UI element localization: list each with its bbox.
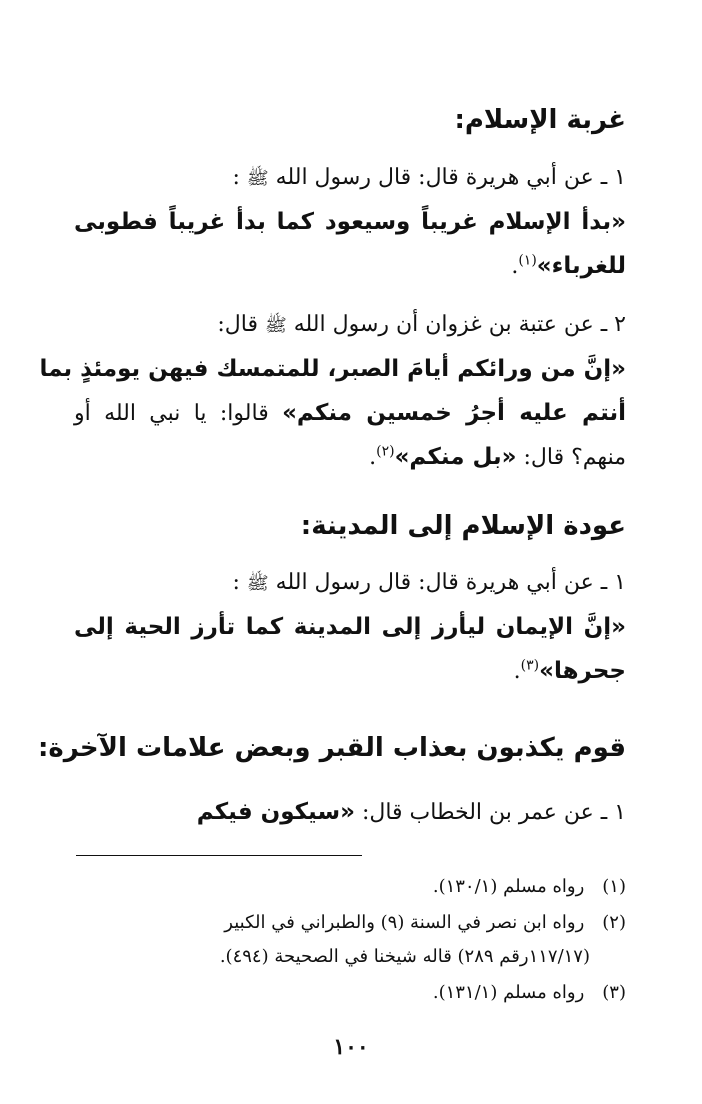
hadith-2-quote-line1: «إنَّ من ورائكم أيامَ الصبر، للمتمسك فيهن يومئذٍ بما — [39, 356, 626, 382]
footnote-3 — [74, 976, 626, 1010]
hadith-2-reply: «بل منكم» — [394, 444, 517, 470]
hadith-1-lead: ١ ـ عن أبي هريرة قال: قال رسول الله — [275, 165, 626, 190]
footnote-2-number: (٢) — [602, 912, 626, 933]
period: . — [513, 659, 521, 684]
salla-glyph: ﷺ — [246, 168, 269, 189]
footnote-ref-3: (٣) — [520, 657, 540, 674]
footnote-2-text: رواه ابن نصر في السنة (٩) والطبراني في الكبير — [224, 912, 585, 933]
footnote-1-number: (١) — [602, 876, 626, 897]
page-number: ١٠٠ — [333, 1034, 369, 1060]
section-heading-awdat-al-islam: عودة الإسلام إلى المدينة: — [300, 511, 626, 541]
hadith-3-quote-end: جحرها» — [539, 658, 626, 684]
hadith-3-quote-line2 — [74, 649, 626, 694]
hadith-4-quote-start: «سيكون فيكم — [196, 799, 355, 825]
hadith-1-quote-line2 — [74, 244, 626, 289]
salla-glyph: ﷺ — [246, 573, 269, 594]
period: . — [511, 254, 519, 279]
footnote-1 — [74, 870, 626, 904]
hadith-3-quote-line1: «إنَّ الإيمان ليأرز إلى المدينة كما تأرز الحية إلى — [74, 614, 626, 640]
footnote-divider — [76, 855, 362, 856]
hadith-1-quote-end: للغرباء» — [536, 253, 626, 279]
hadith-4-lead: ١ ـ عن عمر بن الخطاب قال: — [361, 800, 626, 825]
hadith-2-lead: ٢ ـ عن عتبة بن غزوان أن رسول الله — [293, 312, 626, 337]
hadith-3-tail: : — [232, 570, 240, 595]
hadith-2-question: قالوا: يا نبي الله أو — [74, 401, 269, 426]
hadith-2-quote-line2 — [74, 391, 626, 436]
footnote-ref-2: (٢) — [376, 443, 395, 460]
hadith-3-lead: ١ ـ عن أبي هريرة قال: قال رسول الله — [275, 570, 626, 595]
salla-glyph: ﷺ — [264, 315, 287, 336]
period: . — [369, 445, 377, 470]
footnote-3-text: رواه مسلم (١٣١/١). — [432, 982, 585, 1003]
hadith-1-quote-line1: «بدأ الإسلام غريباً وسيعود كما بدأ غريباً فطوبى — [74, 209, 626, 235]
footnote-3-number: (٣) — [602, 982, 626, 1003]
hadith-3-intro — [74, 561, 626, 606]
footnote-ref-1: (١) — [518, 252, 537, 269]
section-heading-ghurbat-al-islam: غربة الإسلام: — [454, 105, 626, 135]
hadith-2-tail: قال: — [217, 312, 258, 337]
hadith-4-intro — [74, 790, 626, 835]
hadith-1-tail: : — [232, 165, 240, 190]
footnote-1-text: رواه مسلم (١٣٠/١). — [432, 876, 585, 897]
section-heading-qawm-yukadhibun: قوم يكذبون بعذاب القبر وبعض علامات الآخرة: — [37, 733, 626, 763]
footnote-2-continuation: (١١٧/١٧رقم ٢٨٩) قاله شيخنا في الصحيحة (٤٩٤). — [219, 946, 590, 967]
hadith-2-quote-line3 — [74, 435, 626, 480]
hadith-2-intro — [74, 303, 626, 348]
footnote-2 — [74, 906, 626, 940]
hadith-2-reply-lead: منهم؟ قال: — [523, 445, 626, 470]
hadith-2-quote-bold: أنتم عليه أجرُ خمسين منكم» — [282, 400, 626, 426]
hadith-1-intro — [74, 156, 626, 201]
